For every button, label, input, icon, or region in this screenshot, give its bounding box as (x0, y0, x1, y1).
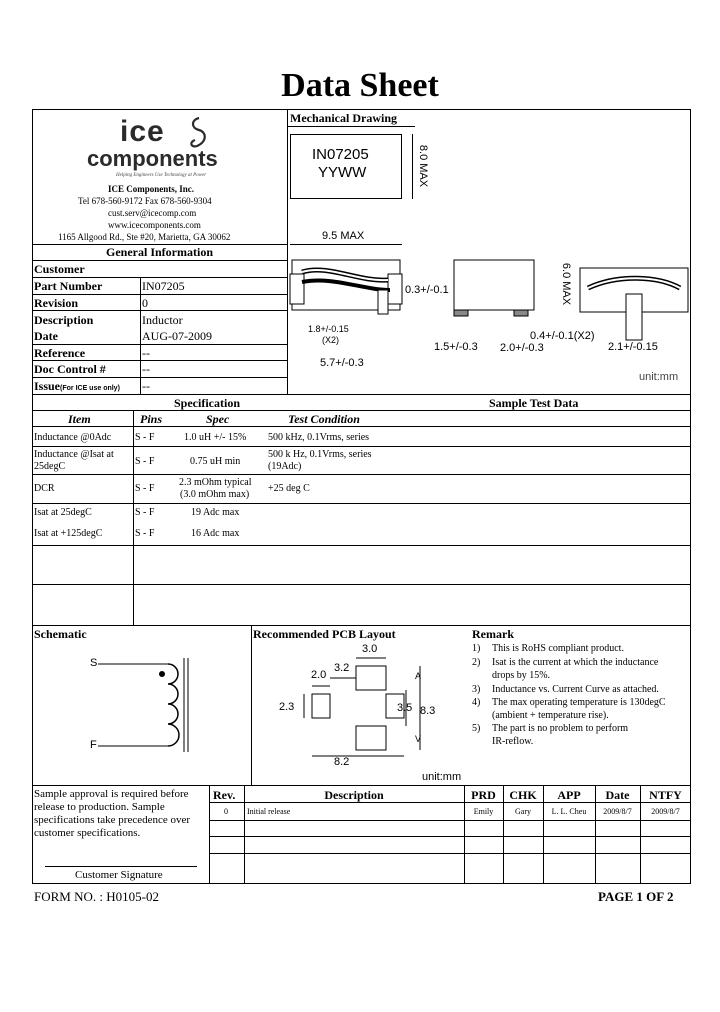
page-number: PAGE 1 OF 2 (598, 889, 674, 904)
issue-label-text: Issue (34, 379, 61, 393)
remark-5-text-2: IR-reflow. (492, 736, 534, 747)
spec-row2-spec: 0.75 uH min (190, 456, 241, 467)
spec-row1-spec: 1.0 uH +/- 15% (184, 432, 247, 443)
spec-row5-spec: 16 Adc max (191, 528, 240, 539)
general-info-heading: General Information (106, 245, 213, 259)
remark-5-text: The part is no problem to perform (492, 723, 629, 734)
remark-3-num: 3) (472, 684, 481, 695)
spec-row4-item: Isat at 25degC (34, 507, 92, 518)
company-address: 1165 Allgood Rd., Ste #20, Marietta, GA 30062 (58, 232, 231, 242)
part-marking-line1: IN07205 (312, 146, 369, 163)
revision-label: Revision (34, 296, 79, 310)
spec-row3-cond: +25 deg C (268, 483, 310, 494)
pcb-dim-top: 3.0 (362, 643, 378, 655)
rev-row1-date: 2009/8/7 (603, 807, 632, 816)
rev-row1-app: L. L. Cheu (551, 807, 587, 816)
rev-col-date: Date (605, 788, 630, 802)
remark-5-num: 5) (472, 723, 481, 734)
spec-row5-pins: S - F (135, 528, 155, 539)
dim-f: 0.4+/-0.1(X2) (530, 330, 595, 342)
spec-row5-item: Isat at +125degC (34, 528, 103, 539)
spec-row2-pins: S - F (135, 456, 155, 467)
pcb-dim-pad-w: 2.0 (311, 669, 327, 681)
remark-2-num: 2) (472, 657, 481, 668)
company-logo (80, 116, 250, 180)
part-marking-line2: YYWW (318, 164, 367, 181)
dim-b2: (X2) (322, 335, 340, 345)
company-name: ICE Components, Inc. (108, 184, 195, 194)
remark-3-text: Inductance vs. Current Curve as attached. (492, 684, 659, 695)
sample-test-heading: Sample Test Data (489, 396, 579, 410)
spec-row2-item2: 25degC (34, 461, 66, 472)
spec-row2-cond: 500 k Hz, 0.1Vrms, series (268, 449, 372, 460)
dim-g: 2.1+/-0.15 (608, 341, 658, 353)
logo-tagline: Helping Engineers Use Technology at Power (116, 173, 207, 178)
rev-row1-chk: Gary (515, 807, 531, 816)
reference-value: -- (142, 346, 150, 360)
spec-row3-item: DCR (34, 483, 55, 494)
dim-c: 5.7+/-0.3 (320, 357, 364, 369)
spec-row1-cond: 500 kHz, 0.1Vrms, series (268, 432, 370, 443)
issue-value: -- (142, 379, 150, 393)
mechanical-unit: unit:mm (639, 371, 679, 383)
revision-value: 0 (142, 296, 148, 310)
spec-row1-pins: S - F (135, 432, 155, 443)
pcb-dim-inner: 3.5 (397, 702, 413, 714)
rev-row1-prd: Emily (473, 807, 494, 816)
description-label: Description (34, 313, 94, 327)
pin-finish-label: F (90, 739, 97, 751)
rev-col-app: APP (557, 788, 581, 802)
dim-height: 8.0 MAX (417, 144, 429, 188)
dim-e: 2.0+/-0.3 (500, 342, 544, 354)
pcb-mark-a: A (415, 671, 422, 681)
remark-2-text-2: drops by 15%. (492, 670, 551, 681)
approval-note-4: customer specifications. (34, 827, 141, 839)
remark-4-text: The max operating temperature is 130degC (492, 697, 666, 708)
pcb-dim-pad-h: 2.3 (279, 701, 295, 713)
spec-row4-pins: S - F (135, 507, 155, 518)
form-number: FORM NO. : H0105-02 (34, 889, 159, 904)
col-pins: Pins (140, 412, 163, 426)
logo-swirl-icon (183, 116, 213, 150)
doc-control-label: Doc Control # (34, 362, 106, 376)
dim-side-height: 6.0 MAX (560, 262, 572, 306)
inductor-symbol (84, 650, 204, 760)
spec-row3-spec: 2.3 mOhm typical (179, 477, 252, 488)
dim-width: 9.5 MAX (322, 230, 365, 242)
pcb-unit: unit:mm (422, 771, 462, 783)
specification-heading: Specification (174, 396, 240, 410)
date-value: AUG-07-2009 (142, 329, 212, 343)
dim-a: 0.3+/-0.1 (405, 284, 449, 296)
part-number-value: IN07205 (142, 279, 185, 293)
col-spec: Spec (206, 412, 230, 426)
rev-col-rev: Rev. (213, 788, 236, 802)
rev-col-ntfy: NTFY (649, 788, 682, 802)
page-title: Data Sheet (281, 67, 439, 104)
spec-row3-spec2: (3.0 mOhm max) (180, 489, 250, 500)
approval-note-1: Sample approval is required before (34, 788, 189, 800)
dim-d: 1.5+/-0.3 (434, 341, 478, 353)
pcb-dim-gap: 3.2 (334, 662, 350, 674)
remark-4-text-2: (ambient + temperature rise). (492, 710, 609, 721)
approval-note-3: specifications take precedence over (34, 814, 191, 826)
rev-row1-desc: Initial release (247, 807, 291, 816)
rev-row1-ntfy: 2009/8/7 (651, 807, 680, 816)
col-test-condition: Test Condition (288, 412, 360, 426)
reference-label: Reference (34, 346, 86, 360)
issue-label (34, 379, 120, 396)
remark-1-num: 1) (472, 643, 481, 654)
remark-2-text: Isat is the current at which the inductance (492, 657, 659, 668)
rev-col-chk: CHK (509, 788, 537, 802)
rev-row1-rev: 0 (224, 807, 228, 816)
remark-heading: Remark (472, 627, 514, 641)
date-label: Date (34, 329, 58, 343)
schematic-heading: Schematic (34, 627, 87, 641)
description-value: Inductor (142, 313, 183, 327)
customer-label: Customer (34, 262, 85, 276)
pin-start-label: S (90, 657, 98, 669)
company-website: www.icecomponents.com (108, 220, 201, 230)
issue-label-note: (For ICE use only) (60, 385, 120, 392)
spec-row2-cond2: (19Adc) (268, 461, 302, 472)
remark-4-num: 4) (472, 697, 481, 708)
mechanical-heading: Mechanical Drawing (290, 111, 397, 125)
spec-row4-spec: 19 Adc max (191, 507, 240, 518)
mechanical-views (288, 250, 690, 350)
pcb-dim-total-w: 8.2 (334, 756, 350, 768)
rev-col-description: Description (324, 788, 384, 802)
company-email: cust.serv@icecomp.com (108, 208, 197, 218)
spec-row1-item: Inductance @0Adc (34, 432, 112, 443)
pcb-mark-v: V (415, 734, 422, 744)
dim-b: 1.8+/-0.15 (308, 324, 349, 334)
rev-col-prd: PRD (471, 788, 496, 802)
doc-control-value: -- (142, 362, 150, 376)
spec-row3-pins: S - F (135, 483, 155, 494)
pcb-heading: Recommended PCB Layout (253, 627, 396, 641)
company-phone: Tel 678-560-9172 Fax 678-560-9304 (78, 196, 212, 206)
spec-row2-item: Inductance @Isat at (34, 449, 114, 460)
customer-signature-label: Customer Signature (75, 869, 163, 881)
pcb-dim-total-h: 8.3 (420, 705, 436, 717)
col-item: Item (68, 412, 91, 426)
approval-note-2: release to production. Sample (34, 801, 165, 813)
remark-1-text: This is RoHS compliant product. (492, 643, 624, 654)
logo-ice: ice (120, 115, 165, 148)
part-number-label: Part Number (34, 279, 103, 293)
logo-components: components (87, 146, 218, 171)
